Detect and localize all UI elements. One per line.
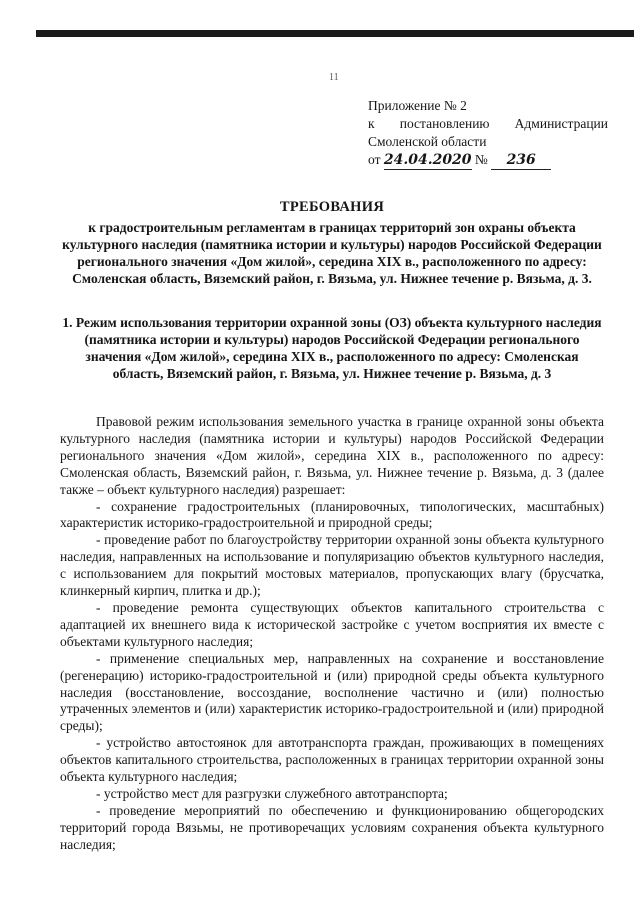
document-body bbox=[60, 414, 604, 854]
date-prefix: от bbox=[368, 152, 381, 167]
document-title: ТРЕБОВАНИЯ bbox=[279, 199, 385, 215]
appendix-line-1: Приложение № 2 bbox=[368, 98, 467, 113]
list-item: - проведение мероприятий по обеспечению и функционированию общегородских территорий города Вязьмы, не противоречащих условиям сохранения объекта культурного наследия; bbox=[60, 802, 604, 852]
appendix-block bbox=[368, 97, 608, 170]
appendix-line-2: к постановлению Администрации bbox=[368, 116, 608, 131]
handwritten-number: 236 bbox=[491, 151, 551, 170]
scan-edge-bar bbox=[36, 30, 634, 37]
appendix-line-3: Смоленской области bbox=[368, 134, 487, 149]
list-item: - применение специальных мер, направленных на сохранение и восстановление (регенерацию) историко-градостроительной и (или) природной среды объекта культурного наследия (восстановление, воссоздание, восполнение частично и (или) полностью утраченных элементов и (или) характеристик историко-градостроительной и (или) природной среды); bbox=[60, 650, 604, 734]
paragraph-intro: Правовой режим использования земельного участка в границе охранной зоны объекта культурного наследия (памятника истории и культуры) народов Российской Федерации регионального значения «Дом жилой», середина XIX в., расположенного по адресу: Смоленская область, Вяземский район, г. Вязьма, ул. Нижнее течение р. Вязьма, д. 3 (далее также – объект культурного наследия) разрешает: bbox=[60, 414, 604, 497]
document-subtitle: к градостроительным регламентам в границах территорий зон охраны объекта культурного наследия (памятника истории и культуры) народов Российской Федерации регионального значения «Дом жилой», середина XIX в., расположенного по адресу: Смоленская область, Вяземский район, г. Вязьма, ул. Нижнее течение р. Вязьма, д. 3. bbox=[62, 220, 602, 286]
handwritten-date: 24.04.2020 bbox=[383, 152, 472, 168]
section-heading: 1. Режим использования территории охранной зоны (ОЗ) объекта культурного наследия (памятника истории и культуры) народов Российской Федерации регионального значения «Дом жилой», середина XIX в., расположенного по адресу: Смоленская область, Вяземский район, г. Вязьма, ул. Нижнее течение р. Вязьма, д. 3 bbox=[62, 315, 602, 381]
list-item: - сохранение градостроительных (планировочных, типологических, масштабных) характеристик историко-градостроительной и природной среды; bbox=[60, 498, 604, 531]
page-number: 11 bbox=[329, 72, 339, 83]
list-item: - устройство автостоянок для автотранспорта граждан, проживающих в помещениях объектов капитального строительства, расположенных в границах территории охранной зоны объекта культурного наследия; bbox=[60, 735, 604, 785]
list-item: - устройство мест для разгрузки служебного автотранспорта; bbox=[96, 785, 448, 801]
number-prefix: № bbox=[474, 152, 488, 167]
list-item: - проведение работ по благоустройству территории охранной зоны объекта культурного наследия, направленных на использование и популяризацию объектов культурного наследия, с использованием для покрытий мостовых материалов, пропускающих влагу (брусчатка, клинкерный кирпич, плитка и др.); bbox=[60, 532, 604, 599]
list-item: - проведение ремонта существующих объектов капитального строительства с адаптацией их внешнего вида к исторической застройке с учетом восприятия их вместе с объектами культурного наследия; bbox=[60, 599, 604, 649]
appendix-date-line bbox=[368, 151, 608, 170]
